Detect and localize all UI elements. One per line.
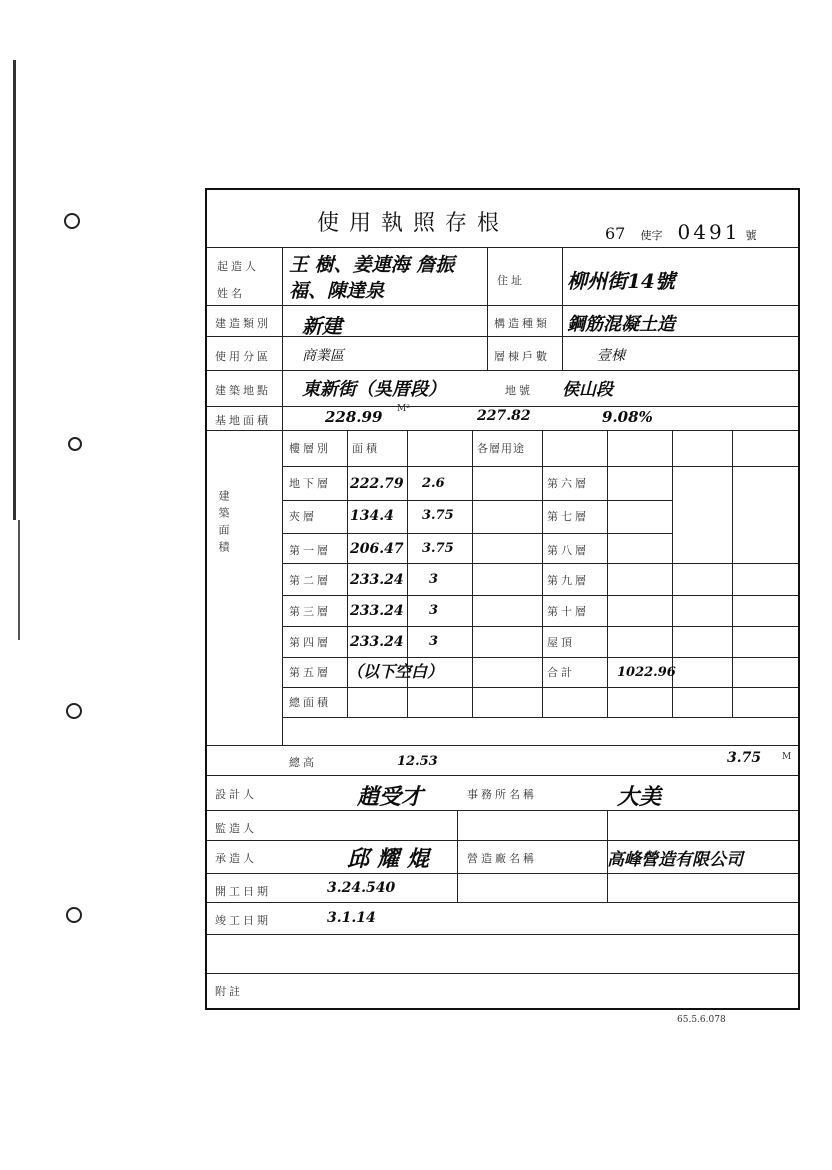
label-remarks: 附註 [215, 985, 243, 998]
f2-area: 233.24 [350, 572, 404, 588]
label-total-area: 總面積 [289, 696, 331, 709]
f4-height: 3 [429, 634, 439, 649]
floor-7: 第七層 [547, 510, 589, 523]
f3-area: 233.24 [350, 603, 404, 619]
label-contractor: 承造人 [215, 852, 257, 865]
punch-hole [66, 907, 82, 923]
label-location: 建築地點 [215, 384, 271, 397]
label-structure: 構造種類 [494, 317, 550, 330]
lot-value: 侯山段 [562, 380, 613, 400]
label-use-zone: 使用分區 [215, 350, 271, 363]
contractor-value: 邱耀焜 [347, 846, 438, 872]
label-total-height: 總高 [289, 756, 317, 769]
form-title: 使用執照存根 [317, 211, 510, 236]
floor-9: 第九層 [547, 574, 589, 587]
floor-4: 第四層 [289, 636, 331, 649]
total-height-value: 12.53 [397, 754, 438, 769]
unit-m2: M² [397, 404, 410, 414]
label-address: 住址 [497, 274, 525, 287]
floor-10: 第十層 [547, 605, 589, 618]
label-designer: 設計人 [215, 788, 257, 801]
scan-edge-line [13, 60, 16, 520]
basement-height: 2.6 [422, 476, 445, 491]
label-col-floor: 樓層別 [289, 442, 331, 455]
label-applicant: 起造人 [217, 260, 259, 273]
label-firm: 事務所名稱 [467, 788, 537, 801]
basement-area: 222.79 [350, 476, 404, 492]
label-households: 層棟戶數 [494, 350, 550, 363]
ratio-value: 9.08% [602, 408, 653, 426]
label-site-area: 基地面積 [215, 414, 271, 427]
label-name: 姓名 [217, 287, 245, 300]
structure-value: 鋼筋混凝土造 [567, 314, 675, 335]
floor-total: 合計 [547, 666, 575, 679]
label-start-date: 開工日期 [215, 885, 271, 898]
households-value: 壹棟 [597, 348, 625, 364]
label-supervisor: 監造人 [215, 822, 257, 835]
floor-6: 第六層 [547, 477, 589, 490]
label-col-area: 面積 [352, 442, 380, 455]
floor-1: 第一層 [289, 544, 331, 557]
license-form [205, 188, 800, 1025]
label-company: 營造廠名稱 [467, 852, 537, 865]
floor-3: 第三層 [289, 605, 331, 618]
building-class-value: 新建 [302, 314, 342, 338]
mezz-area: 134.4 [350, 508, 394, 524]
floor-2: 第二層 [289, 574, 331, 587]
label-col-use: 各層用途 [477, 442, 525, 455]
f3-height: 3 [429, 603, 439, 618]
f5-note: （以下空白） [347, 662, 444, 681]
label-lot: 地號 [505, 384, 533, 397]
location-value: 東新街（吳厝段） [302, 379, 446, 400]
punch-hole [66, 703, 82, 719]
f1-area: 206.47 [350, 541, 404, 557]
license-number: 67 使字 0491 號 [605, 220, 757, 244]
mezz-height: 3.75 [422, 508, 454, 523]
f1-height: 3.75 [422, 541, 454, 556]
company-value: 高峰營造有限公司 [607, 850, 743, 870]
site-area-value: 228.99 [325, 408, 383, 426]
floor-mezzanine: 夾層 [289, 510, 317, 523]
zone-value: 商業區 [302, 348, 344, 364]
firm-value: 大美 [617, 784, 662, 810]
floor-basement: 地下層 [289, 477, 331, 490]
applicant-names: 王 樹、姜連海 詹振福、陳達泉 [289, 254, 455, 302]
start-date-value: 3.24.540 [327, 880, 396, 896]
punch-hole [64, 213, 80, 229]
floor-8: 第八層 [547, 544, 589, 557]
scan-edge-line [18, 520, 20, 640]
form-stamp-number: 65.5.6.078 [677, 1015, 726, 1025]
designer-value: 趙受才 [357, 784, 424, 810]
floor-roof: 屋頂 [547, 636, 575, 649]
unit-m: M [782, 752, 792, 762]
floor-5: 第五層 [289, 666, 331, 679]
f4-area: 233.24 [350, 634, 404, 650]
total-area-value: 1022.96 [617, 665, 676, 680]
total-site-value: 227.82 [477, 408, 531, 424]
label-completion-date: 竣工日期 [215, 914, 271, 927]
label-building-class: 建造類別 [215, 317, 271, 330]
address-value: 柳州街14號 [567, 269, 675, 293]
complete-date-value: 3.1.14 [327, 910, 376, 926]
punch-hole [68, 437, 82, 451]
label-building-area: 建築面積 [217, 490, 230, 558]
f2-height: 3 [429, 572, 439, 587]
height-note: 3.75 [727, 750, 762, 766]
